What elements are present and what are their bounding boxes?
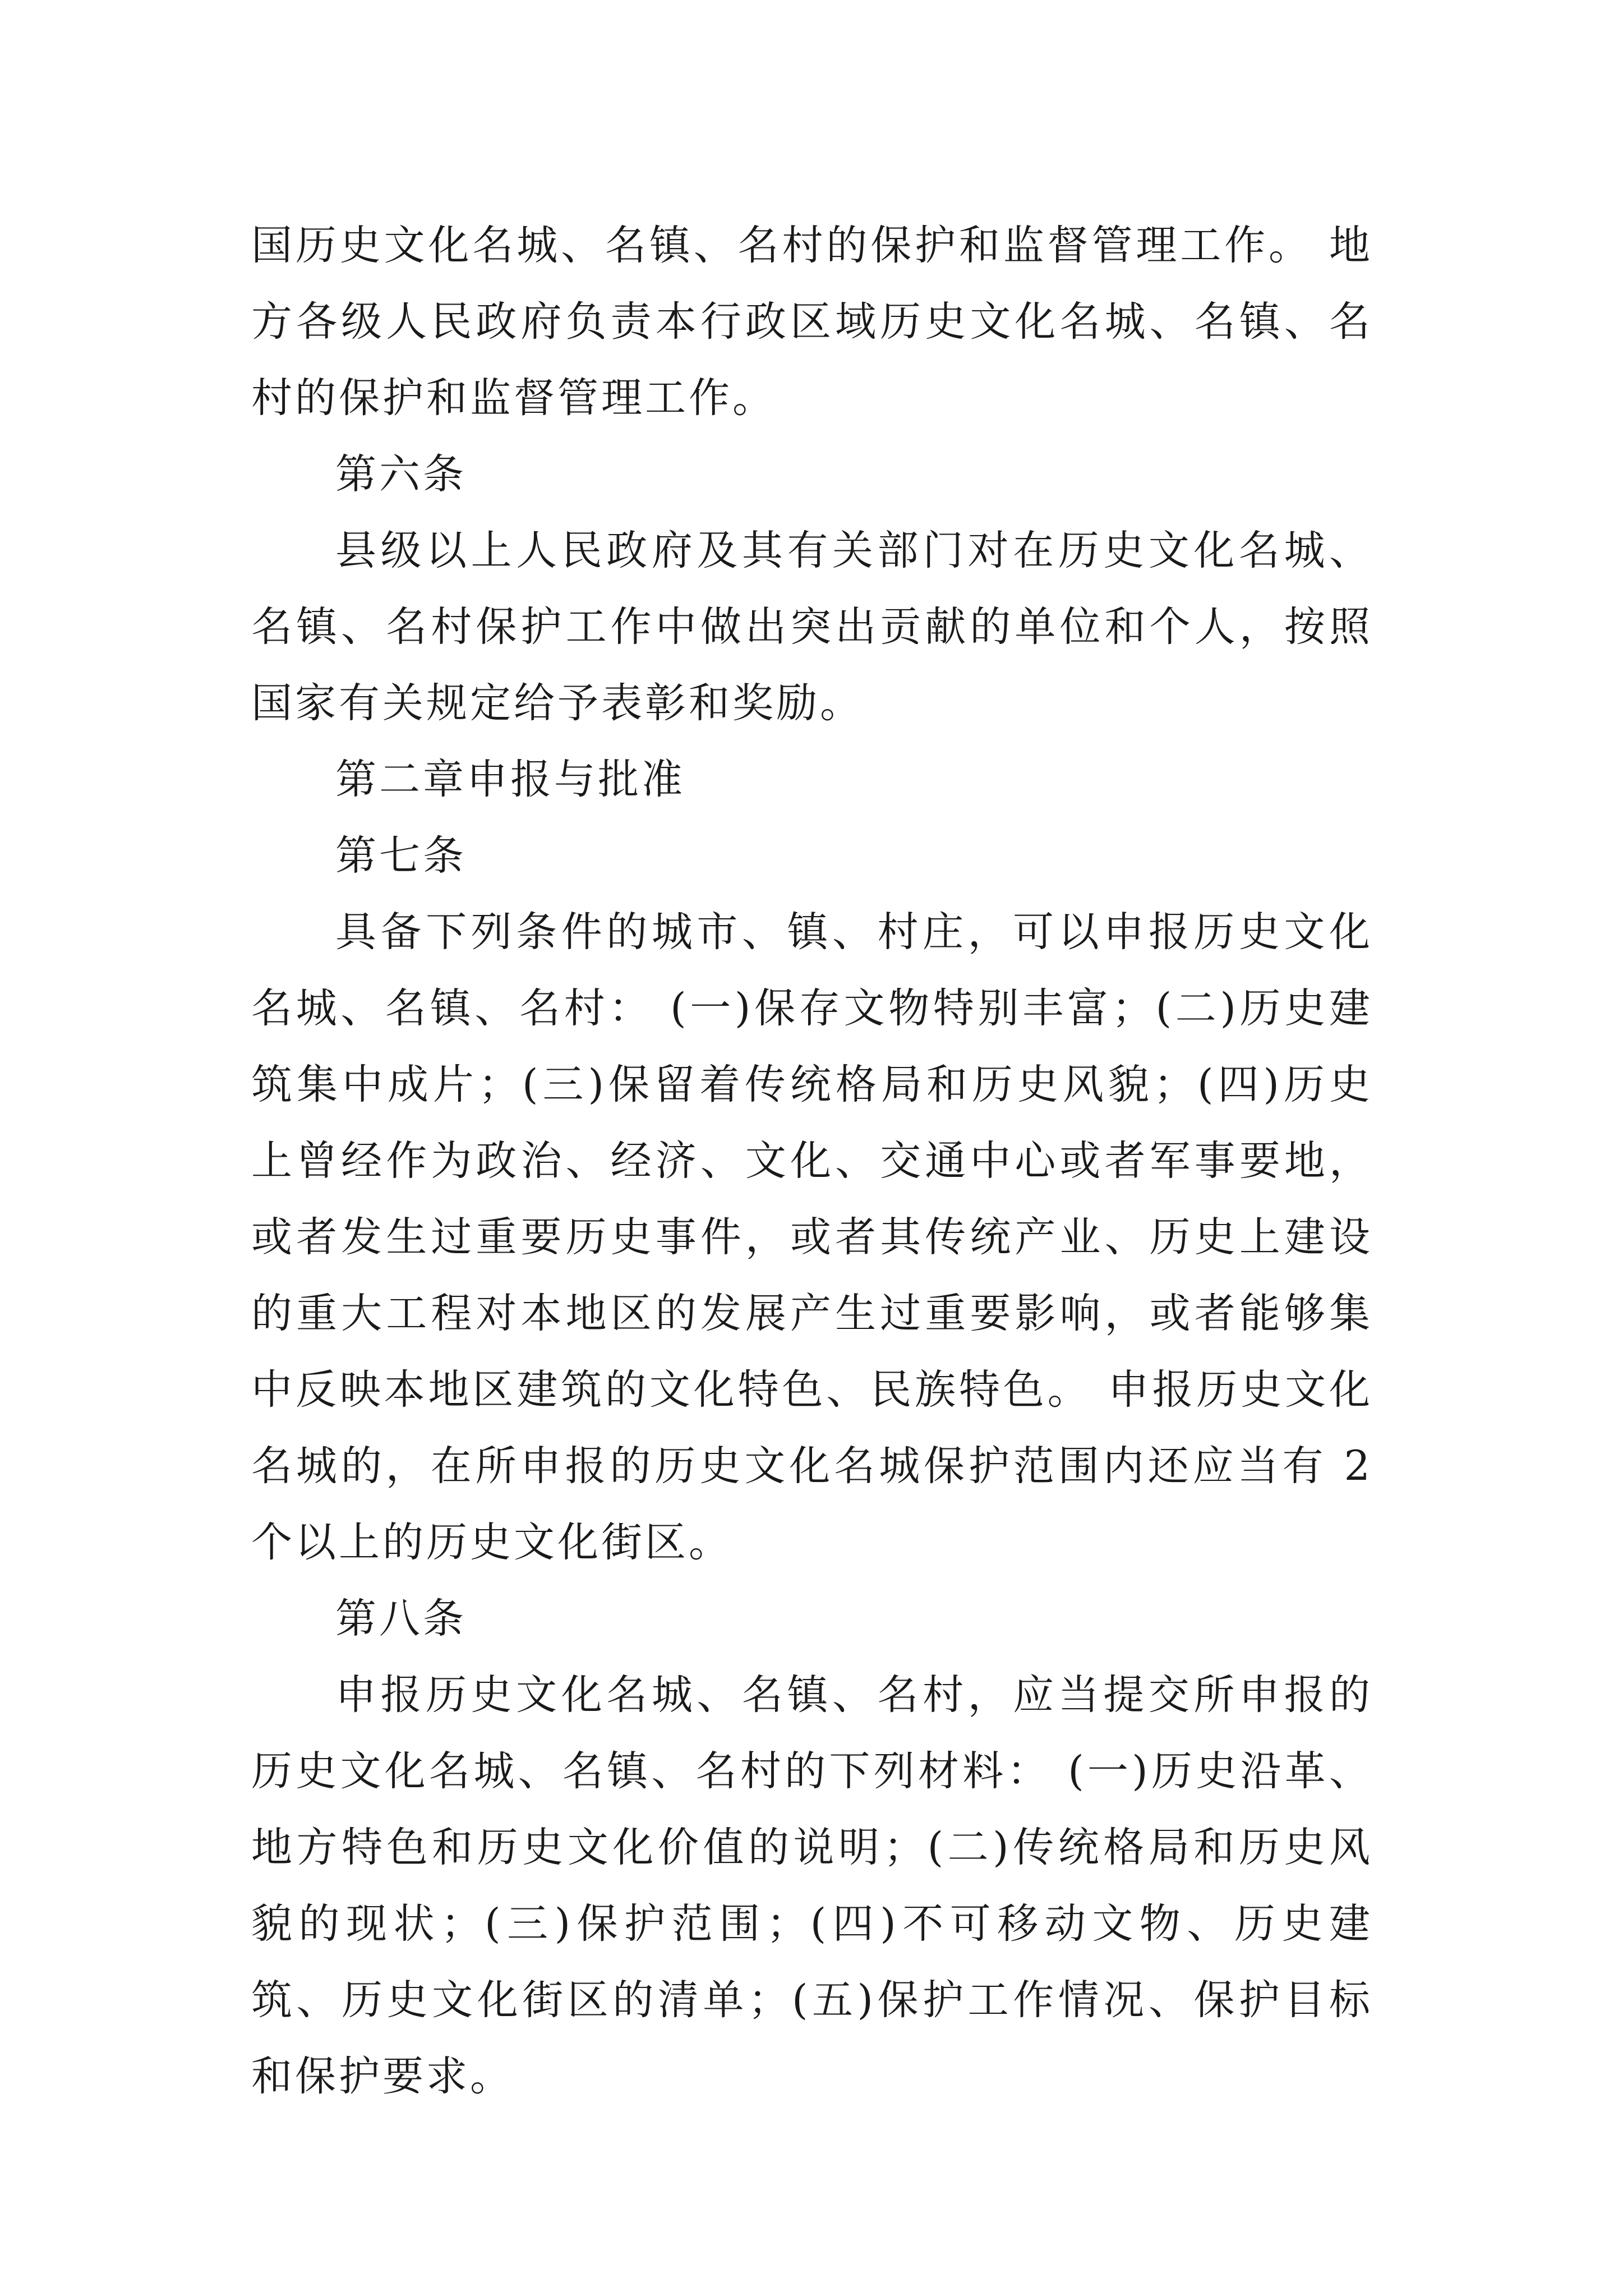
paragraph-article6: 县级以上人民政府及其有关部门对在历史文化名城、名镇、名村保护工作中做出突出贡献的单位和个人，按照国家有关规定给予表彰和奖励。 — [251, 527, 1373, 727]
paragraph-article8: 申报历史文化名城、名镇、名村，应当提交所申报的历史文化名城、名镇、名村的下列材料： (一)历史沿革、地方特色和历史文化价值的说明；(二)传统格局和历史风貌的现状；(三)保护范围；(四)不可移动文物、历史建筑、历史文化街区的清单；(五)保护工作情况、保护目标和保护要求。 — [251, 1671, 1373, 2100]
document-body — [251, 208, 1373, 2115]
article-heading-8: 第八条 — [335, 1595, 467, 1642]
chapter-heading-2: 第二章申报与批准 — [335, 756, 685, 803]
paragraph-article7: 具备下列条件的城市、镇、村庄，可以申报历史文化名城、名镇、名村： (一)保存文物特别丰富；(二)历史建筑集中成片；(三)保留着传统格局和历史风貌；(四)历史上曾经作为政治、经济、文化、交通中心或者军事要地，或者发生过重要历史事件，或者其传统产业、历史上建设的重大工程对本地区的发展产生过重要影响，或者能够集中反映本地区建筑的文化特色、民族特色。 申报历史文化名城的，在所申报的历史文化名城保护范围内还应当有 2 个以上的历史文化街区。 — [251, 908, 1373, 1566]
article-heading-6: 第六条 — [335, 450, 467, 498]
paragraph-article5-continued: 国历史文化名城、名镇、名村的保护和监督管理工作。 地方各级人民政府负责本行政区域历史文化名城、名镇、名村的保护和监督管理工作。 — [251, 222, 1373, 422]
article-heading-7: 第七条 — [335, 832, 467, 880]
